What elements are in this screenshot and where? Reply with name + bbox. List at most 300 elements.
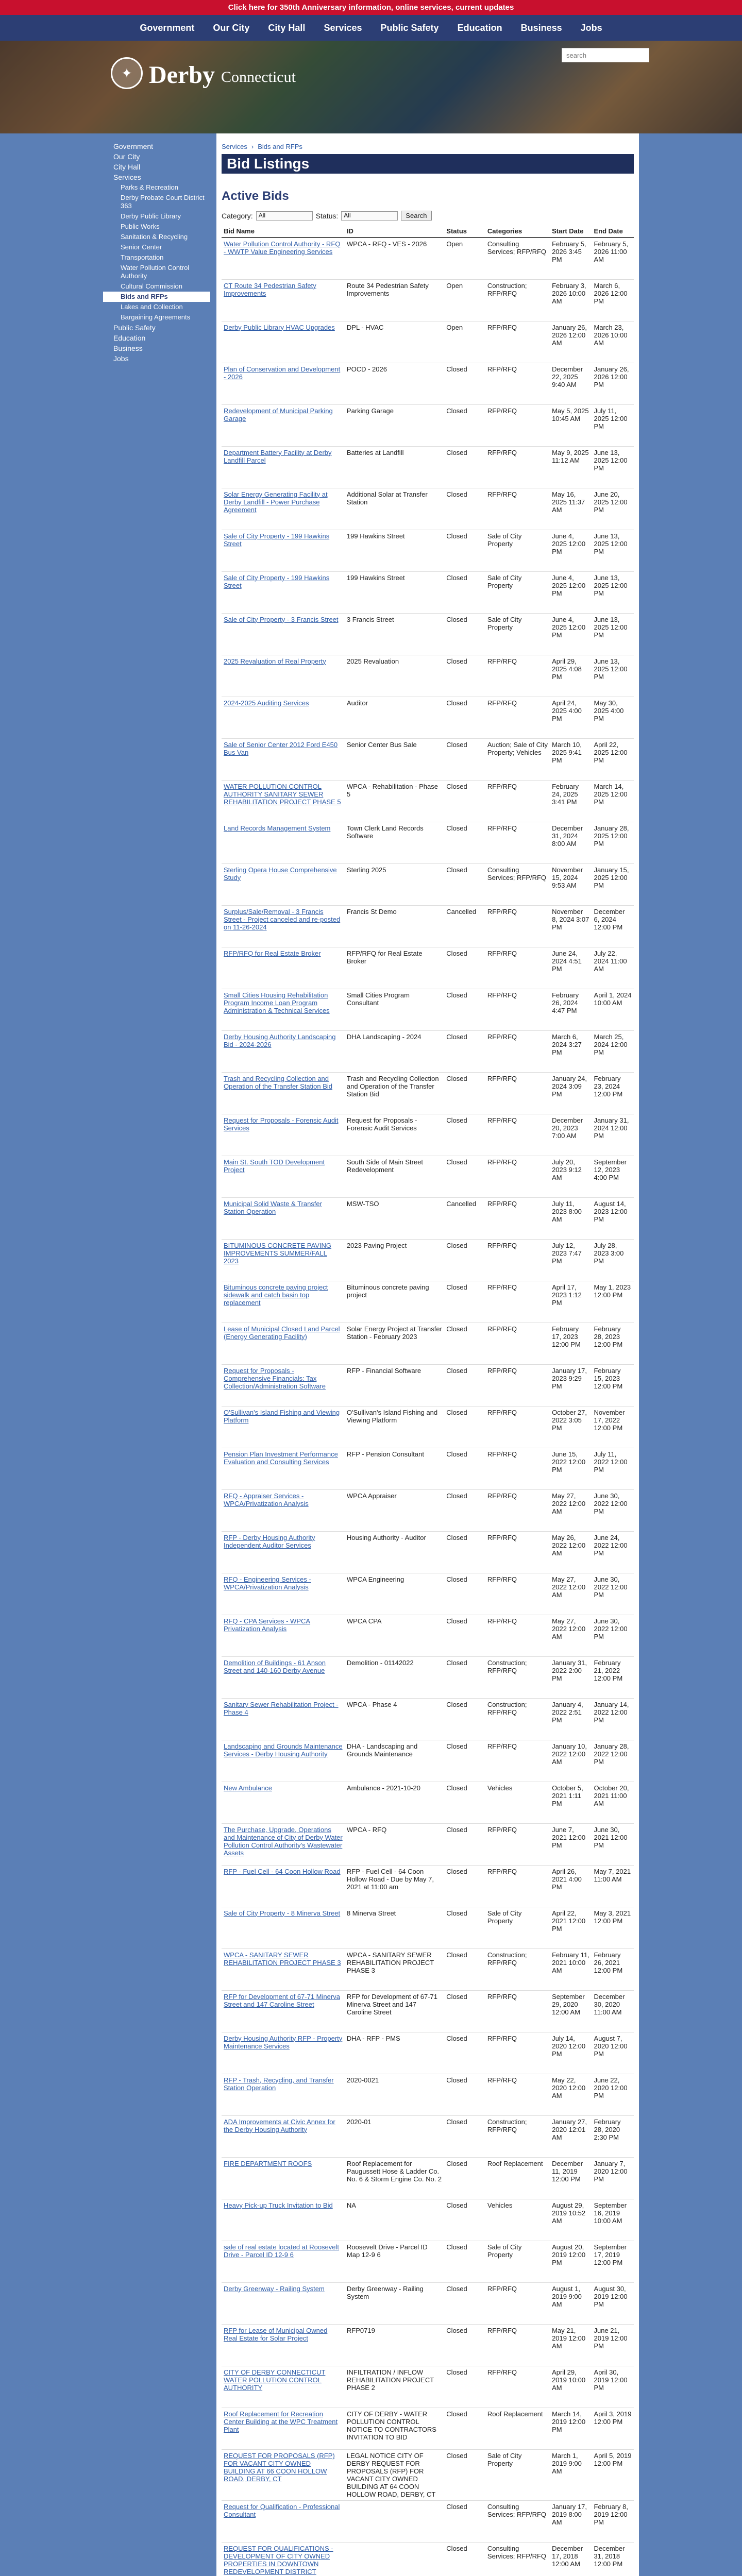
column-header: Status — [444, 225, 485, 238]
table-cell: Batteries at Landfill — [345, 446, 444, 488]
bid-link[interactable]: Small Cities Housing Rehabilitation Program Income Loan Program Administration & Technical Services — [222, 989, 345, 1030]
table-cell: Auction; Sale of City Property; Vehicles — [485, 738, 550, 780]
table-cell: November 17, 2022 12:00 PM — [592, 1406, 634, 1448]
table-cell: Consulting Services; RFP/RFQ — [485, 2500, 550, 2542]
table-cell: Closed — [444, 2324, 485, 2366]
bid-link[interactable]: Heavy Pick-up Truck Invitation to Bid — [222, 2199, 345, 2241]
table-cell: Open — [444, 321, 485, 363]
bid-link[interactable]: Request for Proposals - Comprehensive Financials: Tax Collection/Administration Software — [222, 1364, 345, 1406]
sidebar-item[interactable]: Our City — [113, 152, 140, 161]
sidebar-item[interactable]: Sanitation & Recycling — [121, 233, 188, 241]
bid-link[interactable]: Lease of Municipal Closed Land Parcel (Energy Generating Facility) — [222, 1323, 345, 1364]
search-input[interactable]: search — [562, 48, 649, 62]
table-cell: April 5, 2019 12:00 PM — [592, 2449, 634, 2500]
table-row — [222, 1782, 634, 1823]
bid-link[interactable]: Municipal Solid Waste & Transfer Station Operation — [222, 1197, 345, 1239]
sidebar-item[interactable]: Water Pollution Control Authority — [121, 264, 190, 280]
table-cell: Closed — [444, 1406, 485, 1448]
bid-link[interactable]: RFP - Derby Housing Authority Independent Auditor Services — [222, 1531, 345, 1573]
table-cell: Closed — [444, 1364, 485, 1406]
bid-link[interactable]: WPCA - SANITARY SEWER REHABILITATION PROJECT PHASE 3 — [222, 1948, 345, 1990]
table-cell: June 15, 2022 12:00 PM — [550, 1448, 592, 1489]
bid-link[interactable]: Derby Public Library HVAC Upgrades — [222, 321, 345, 363]
table-row — [222, 613, 634, 655]
topnav-item[interactable]: Jobs — [580, 22, 602, 33]
table-row — [222, 363, 634, 404]
table-row — [222, 1823, 634, 1865]
column-header: Bid Name — [222, 225, 345, 238]
table-cell: June 30, 2022 12:00 PM — [592, 1615, 634, 1656]
table-row — [222, 1489, 634, 1531]
table-cell: December 31, 2024 8:00 AM — [550, 822, 592, 863]
bid-link[interactable]: ADA Improvements at Civic Annex for the Derby Housing Authority — [222, 2115, 345, 2157]
table-cell: RFP/RFQ — [485, 655, 550, 697]
sidebar-item[interactable]: Transportation — [121, 253, 164, 261]
table-cell: Closed — [444, 2282, 485, 2324]
table-cell: January 31, 2022 2:00 PM — [550, 1656, 592, 1698]
table-cell: Roosevelt Drive - Parcel ID Map 12-9 6 — [345, 2241, 444, 2282]
status-label: Status: — [315, 211, 339, 220]
table-row — [222, 2199, 634, 2241]
table-cell: May 7, 2021 11:00 AM — [592, 1865, 634, 1907]
table-cell: Closed — [444, 1615, 485, 1656]
table-row — [222, 655, 634, 697]
table-cell: WPCA - RFQ - VES - 2026 — [345, 238, 444, 279]
table-cell: RFP/RFQ — [485, 1531, 550, 1573]
bid-link[interactable]: RFQ - CPA Services - WPCA Privatization Analysis — [222, 1615, 345, 1656]
bid-link[interactable]: Roof Replacement for Recreation Center Building at the WPC Treatment Plant — [222, 2408, 345, 2449]
table-cell: July 28, 2023 3:00 PM — [592, 1239, 634, 1281]
table-cell: Construction; RFP/RFQ — [485, 1656, 550, 1698]
table-cell: October 5, 2021 1:11 PM — [550, 1782, 592, 1823]
table-cell: May 16, 2025 11:37 AM — [550, 488, 592, 530]
table-cell: RFP/RFQ — [485, 1740, 550, 1782]
table-cell: Small Cities Program Consultant — [345, 989, 444, 1030]
bid-link[interactable]: Trash and Recycling Collection and Operation of the Transfer Station Bid — [222, 1072, 345, 1114]
table-cell: CITY OF DERBY - WATER POLLUTION CONTROL NOTICE TO CONTRACTORS INVITATION TO BID — [345, 2408, 444, 2449]
page-title: Bid Listings — [222, 154, 634, 174]
bid-link[interactable]: Derby Greenway - Railing System — [222, 2282, 345, 2324]
bid-link[interactable]: The Purchase, Upgrade, Operations and Maintenance of City of Derby Water Pollution Control Authority's Wastewater Assets — [222, 1823, 345, 1865]
table-cell: WPCA Appraiser — [345, 1489, 444, 1531]
bid-link[interactable]: Solar Energy Generating Facility at Derby Landfill - Power Purchase Agreement — [222, 488, 345, 530]
table-cell: Vehicles — [485, 2199, 550, 2241]
table-cell: RFP/RFQ — [485, 1406, 550, 1448]
table-cell: Closed — [444, 1782, 485, 1823]
table-cell: October 27, 2022 3:05 PM — [550, 1406, 592, 1448]
bid-link[interactable]: FIRE DEPARTMENT ROOFS — [222, 2157, 345, 2199]
sidebar-item[interactable]: Derby Public Library — [121, 212, 181, 220]
table-cell: June 24, 2022 12:00 PM — [592, 1531, 634, 1573]
table-row — [222, 1615, 634, 1656]
table-cell: December 11, 2019 12:00 PM — [550, 2157, 592, 2199]
table-cell: Closed — [444, 1990, 485, 2032]
table-cell: RFP/RFQ — [485, 905, 550, 947]
bid-link[interactable]: Plan of Conservation and Development - 2026 — [222, 363, 345, 404]
table-cell: RFP/RFQ — [485, 404, 550, 446]
table-cell: January 4, 2022 2:51 PM — [550, 1698, 592, 1740]
table-cell: Cancelled — [444, 1197, 485, 1239]
topnav-item[interactable]: Education — [457, 22, 502, 33]
table-cell: March 25, 2024 12:00 PM — [592, 1030, 634, 1072]
bid-link[interactable]: Sale of Senior Center 2012 Ford E450 Bus Van — [222, 738, 345, 780]
table-cell: Sale of City Property — [485, 530, 550, 571]
breadcrumb-separator: › — [251, 143, 254, 150]
table-cell: 2023 Paving Project — [345, 1239, 444, 1281]
bid-link[interactable]: Derby Housing Authority Landscaping Bid - 2024-2026 — [222, 1030, 345, 1072]
table-row — [222, 2449, 634, 2500]
bid-link[interactable]: Redevelopment of Municipal Parking Garage — [222, 404, 345, 446]
table-cell: Closed — [444, 655, 485, 697]
table-cell: DHA Landscaping - 2024 — [345, 1030, 444, 1072]
sidebar-item[interactable]: Bargaining Agreements — [121, 313, 191, 321]
table-row — [222, 238, 634, 279]
table-cell: RFP/RFQ — [485, 321, 550, 363]
table-cell: Closed — [444, 2366, 485, 2408]
table-cell: RFP/RFQ — [485, 1281, 550, 1323]
table-cell: Roof Replacement for Paugussett Hose & Ladder Co. No. 6 & Storm Engine Co. No. 2 — [345, 2157, 444, 2199]
section-title: Active Bids — [222, 189, 289, 203]
bid-link[interactable]: Department Battery Facility at Derby Landfill Parcel — [222, 446, 345, 488]
table-row — [222, 404, 634, 446]
category-select[interactable]: All — [256, 211, 313, 221]
table-cell: July 11, 2022 12:00 PM — [592, 1448, 634, 1489]
status-select[interactable]: All — [341, 211, 398, 221]
table-cell: NA — [345, 2199, 444, 2241]
table-row — [222, 1406, 634, 1448]
table-cell: February 23, 2024 12:00 PM — [592, 1072, 634, 1114]
sidebar-item[interactable]: Business — [113, 344, 143, 352]
table-cell: February 28, 2023 12:00 PM — [592, 1323, 634, 1364]
breadcrumb-services[interactable]: Services — [222, 143, 247, 150]
table-row — [222, 1531, 634, 1573]
table-cell: RFP0719 — [345, 2324, 444, 2366]
table-cell: Construction; RFP/RFQ — [485, 279, 550, 321]
table-cell: RFP/RFQ — [485, 488, 550, 530]
sidebar-item[interactable]: Bids and RFPs — [103, 292, 210, 302]
table-cell: Cancelled — [444, 905, 485, 947]
topnav-item[interactable]: Business — [520, 22, 562, 33]
table-cell: May 27, 2022 12:00 AM — [550, 1573, 592, 1615]
table-row — [222, 1197, 634, 1239]
table-cell: RFP/RFQ — [485, 1239, 550, 1281]
table-row — [222, 2408, 634, 2449]
sidebar-item[interactable]: Services — [113, 173, 141, 181]
bid-link[interactable]: Pension Plan Investment Performance Evaluation and Consulting Services — [222, 1448, 345, 1489]
bid-link[interactable]: O'Sullivan's Island Fishing and Viewing Platform — [222, 1406, 345, 1448]
table-cell: Closed — [444, 2241, 485, 2282]
table-cell: June 20, 2025 12:00 PM — [592, 488, 634, 530]
table-row — [222, 488, 634, 530]
table-cell: Closed — [444, 1323, 485, 1364]
table-cell: Closed — [444, 1907, 485, 1948]
bid-link[interactable]: 2024-2025 Auditing Services — [222, 697, 345, 738]
bid-link[interactable]: Sale of City Property - 3 Francis Street — [222, 613, 345, 655]
table-cell: RFP/RFQ — [485, 1990, 550, 2032]
bid-link[interactable]: Sterling Opera House Comprehensive Study — [222, 863, 345, 905]
table-cell: Closed — [444, 613, 485, 655]
table-cell: December 17, 2018 12:00 AM — [550, 2542, 592, 2576]
breadcrumb — [222, 143, 302, 150]
bid-link[interactable]: Bituminous concrete paving project sidewalk and catch basin top replacement — [222, 1281, 345, 1323]
table-cell: WPCA - Rehabilitation - Phase 5 — [345, 780, 444, 822]
table-row — [222, 1740, 634, 1782]
table-row — [222, 1907, 634, 1948]
sidebar-item[interactable]: Parks & Recreation — [121, 183, 178, 191]
table-cell: February 3, 2026 10:00 AM — [550, 279, 592, 321]
table-cell: November 15, 2024 9:53 AM — [550, 863, 592, 905]
table-cell: April 1, 2024 10:00 AM — [592, 989, 634, 1030]
city-logo[interactable] — [111, 57, 296, 89]
table-cell: Closed — [444, 2449, 485, 2500]
table-cell: RFP - Fuel Cell - 64 Coon Hollow Road - Due by May 7, 2021 at 11:00 am — [345, 1865, 444, 1907]
bid-link[interactable]: Sanitary Sewer Rehabilitation Project - Phase 4 — [222, 1698, 345, 1740]
sidebar-item[interactable]: Senior Center — [121, 243, 162, 251]
table-row — [222, 1364, 634, 1406]
table-cell: Closed — [444, 1114, 485, 1156]
topnav-item[interactable]: City Hall — [268, 22, 306, 33]
table-row — [222, 1573, 634, 1615]
table-cell: RFP/RFQ — [485, 1323, 550, 1364]
table-cell: Bituminous concrete paving project — [345, 1281, 444, 1323]
bid-link[interactable]: Sale of City Property - 199 Hawkins Street — [222, 530, 345, 571]
sidebar-item[interactable]: Education — [113, 334, 146, 342]
bid-link[interactable]: RFP/RFQ for Real Estate Broker — [222, 947, 345, 989]
table-cell: RFP/RFQ — [485, 1573, 550, 1615]
table-cell: January 26, 2026 12:00 AM — [550, 321, 592, 363]
table-row — [222, 905, 634, 947]
table-cell: Trash and Recycling Collection and Operation of the Transfer Station Bid — [345, 1072, 444, 1114]
table-cell: Closed — [444, 488, 485, 530]
table-cell: Route 34 Pedestrian Safety Improvements — [345, 279, 444, 321]
table-cell — [345, 2542, 444, 2576]
table-cell: Vehicles — [485, 1782, 550, 1823]
table-cell: Closed — [444, 738, 485, 780]
table-cell: May 26, 2022 12:00 AM — [550, 1531, 592, 1573]
table-cell: Closed — [444, 530, 485, 571]
table-row — [222, 1990, 634, 2032]
table-cell: Closed — [444, 989, 485, 1030]
table-cell: March 6, 2026 12:00 PM — [592, 279, 634, 321]
table-row — [222, 2542, 634, 2576]
table-cell: INFILTRATION / INFLOW REHABILITATION PROJECT PHASE 2 — [345, 2366, 444, 2408]
topnav-item[interactable]: Government — [140, 22, 195, 33]
table-row — [222, 2324, 634, 2366]
bid-link[interactable]: Request for Qualification - Professional Consultant — [222, 2500, 345, 2542]
table-cell: RFP - Financial Software — [345, 1364, 444, 1406]
table-cell: RFP/RFQ — [485, 2282, 550, 2324]
table-cell: May 30, 2025 4:00 PM — [592, 697, 634, 738]
table-cell: January 10, 2022 12:00 AM — [550, 1740, 592, 1782]
table-cell: June 22, 2020 12:00 PM — [592, 2074, 634, 2115]
bid-link[interactable]: BITUMINOUS CONCRETE PAVING IMPROVEMENTS SUMMER/FALL 2023 — [222, 1239, 345, 1281]
table-cell: Closed — [444, 1740, 485, 1782]
table-cell: February 5, 2026 11:00 AM — [592, 238, 634, 279]
table-cell: June 4, 2025 12:00 PM — [550, 571, 592, 613]
topnav-item[interactable]: Services — [324, 22, 362, 33]
table-row — [222, 2074, 634, 2115]
table-cell: Open — [444, 279, 485, 321]
table-cell: July 11, 2025 12:00 PM — [592, 404, 634, 446]
bid-link[interactable]: Main St. South TOD Development Project — [222, 1156, 345, 1197]
table-cell: Demolition - 01142022 — [345, 1656, 444, 1698]
bid-link[interactable]: Request for Proposals - Forensic Audit Services — [222, 1114, 345, 1156]
table-cell: April 26, 2021 4:00 PM — [550, 1865, 592, 1907]
bid-link[interactable]: RFQ - Engineering Services - WPCA/Privatization Analysis — [222, 1573, 345, 1615]
table-cell: September 17, 2019 12:00 PM — [592, 2241, 634, 2282]
table-cell: December 22, 2025 9:40 AM — [550, 363, 592, 404]
table-cell: August 7, 2020 12:00 PM — [592, 2032, 634, 2074]
table-cell: July 14, 2020 12:00 PM — [550, 2032, 592, 2074]
bid-link[interactable]: Sale of City Property - 199 Hawkins Street — [222, 571, 345, 613]
table-cell: May 1, 2023 12:00 PM — [592, 1281, 634, 1323]
sidebar-item[interactable]: Jobs — [113, 354, 129, 363]
table-row — [222, 1281, 634, 1323]
table-cell: Closed — [444, 2199, 485, 2241]
sidebar-item[interactable]: City Hall — [113, 163, 141, 171]
bid-link[interactable]: CITY OF DERBY CONNECTICUT WATER POLLUTION CONTROL AUTHORITY — [222, 2366, 345, 2408]
table-cell: Francis St Demo — [345, 905, 444, 947]
table-cell: January 17, 2019 8:00 AM — [550, 2500, 592, 2542]
table-cell: Sale of City Property — [485, 1907, 550, 1948]
table-cell: May 3, 2021 12:00 PM — [592, 1907, 634, 1948]
table-cell: September 12, 2023 4:00 PM — [592, 1156, 634, 1197]
column-header: End Date — [592, 225, 634, 238]
bid-link[interactable]: RFP for Development of 67-71 Minerva Street and 147 Caroline Street — [222, 1990, 345, 2032]
table-cell: January 26, 2026 12:00 PM — [592, 363, 634, 404]
table-cell: March 1, 2019 9:00 AM — [550, 2449, 592, 2500]
table-cell: WPCA - SANITARY SEWER REHABILITATION PROJECT PHASE 3 — [345, 1948, 444, 1990]
table-cell: May 27, 2022 12:00 AM — [550, 1615, 592, 1656]
bid-link[interactable]: RFQ - Appraiser Services - WPCA/Privatization Analysis — [222, 1489, 345, 1531]
table-cell: Closed — [444, 697, 485, 738]
bid-link[interactable]: Land Records Management System — [222, 822, 345, 863]
table-cell: April 22, 2025 12:00 PM — [592, 738, 634, 780]
table-cell: RFP for Development of 67-71 Minerva Street and 147 Caroline Street — [345, 1990, 444, 2032]
bid-link[interactable]: 2025 Revaluation of Real Property — [222, 655, 345, 697]
table-cell: Closed — [444, 780, 485, 822]
table-cell: April 24, 2025 4:00 PM — [550, 697, 592, 738]
table-row — [222, 1865, 634, 1907]
table-cell: WPCA CPA — [345, 1615, 444, 1656]
table-cell: Closed — [444, 1698, 485, 1740]
table-cell: December 30, 2020 11:00 AM — [592, 1990, 634, 2032]
alert-banner[interactable]: Click here for 350th Anniversary information, online services, current updates — [0, 0, 742, 15]
table-row — [222, 2032, 634, 2074]
sidebar-item[interactable]: Government — [113, 142, 154, 150]
bid-link[interactable]: REQUEST FOR PROPOSALS (RFP) FOR VACANT CITY OWNED BUILDING AT 66 COON HOLLOW ROAD, DERBY, CT — [222, 2449, 345, 2500]
table-cell: February 24, 2025 3:41 PM — [550, 780, 592, 822]
search-button[interactable]: Search — [401, 211, 431, 221]
table-cell: RFP/RFQ for Real Estate Broker — [345, 947, 444, 989]
table-cell: RFP/RFQ — [485, 989, 550, 1030]
table-cell: Closed — [444, 363, 485, 404]
table-cell: Closed — [444, 1448, 485, 1489]
table-cell: Parking Garage — [345, 404, 444, 446]
table-cell: June 13, 2025 12:00 PM — [592, 446, 634, 488]
bid-link[interactable]: WATER POLLUTION CONTROL AUTHORITY SANITARY SEWER REHABILITATION PROJECT PHASE 5 — [222, 780, 345, 822]
table-cell: December 20, 2023 7:00 AM — [550, 1114, 592, 1156]
table-cell: February 21, 2022 12:00 PM — [592, 1656, 634, 1698]
table-cell: Closed — [444, 2408, 485, 2449]
table-cell: LEGAL NOTICE CITY OF DERBY REQUEST FOR PROPOSALS (RFP) FOR VACANT CITY OWNED BUILDING AT 64 COON HOLLOW ROAD, DERBY, CT — [345, 2449, 444, 2500]
table-cell: 3 Francis Street — [345, 613, 444, 655]
bid-link[interactable]: Sale of City Property - 8 Minerva Street — [222, 1907, 345, 1948]
bid-link[interactable]: Derby Housing Authority RFP - Property Maintenance Services — [222, 2032, 345, 2074]
bid-link[interactable]: New Ambulance — [222, 1782, 345, 1823]
table-cell: January 31, 2024 12:00 PM — [592, 1114, 634, 1156]
sidebar-item[interactable]: Public Safety — [113, 324, 156, 332]
table-cell: RFP/RFQ — [485, 1197, 550, 1239]
sidebar-item[interactable]: Lakes and Collection — [121, 303, 183, 311]
state-name: Connecticut — [221, 69, 296, 86]
table-cell: February 28, 2020 2:30 PM — [592, 2115, 634, 2157]
table-cell: Request for Proposals - Forensic Audit Services — [345, 1114, 444, 1156]
bid-link[interactable]: Landscaping and Grounds Maintenance Services - Derby Housing Authority — [222, 1740, 345, 1782]
sidebar-item[interactable]: Derby Probate Court District 363 — [121, 194, 205, 210]
bid-link[interactable]: RFP - Fuel Cell - 64 Coon Hollow Road — [222, 1865, 345, 1907]
table-row — [222, 1156, 634, 1197]
bid-link[interactable]: CT Route 34 Pedestrian Safety Improvements — [222, 279, 345, 321]
table-cell: 2025 Revaluation — [345, 655, 444, 697]
table-cell: Town Clerk Land Records Software — [345, 822, 444, 863]
table-cell: January 24, 2024 3:09 PM — [550, 1072, 592, 1114]
table-cell: 2020-0021 — [345, 2074, 444, 2115]
table-cell — [345, 2500, 444, 2542]
sidebar-item[interactable]: Public Works — [121, 223, 160, 230]
table-cell: September 29, 2020 12:00 AM — [550, 1990, 592, 2032]
bid-link[interactable]: Demolition of Buildings - 61 Anson Street and 140-160 Derby Avenue — [222, 1656, 345, 1698]
table-cell: Auditor — [345, 697, 444, 738]
table-cell: Closed — [444, 2157, 485, 2199]
bid-link[interactable]: RFP for Lease of Municipal Owned Real Estate for Solar Project — [222, 2324, 345, 2366]
table-cell: May 9, 2025 11:12 AM — [550, 446, 592, 488]
table-cell: Closed — [444, 571, 485, 613]
table-cell: 8 Minerva Street — [345, 1907, 444, 1948]
table-cell: May 22, 2020 12:00 AM — [550, 2074, 592, 2115]
table-cell: Roof Replacement — [485, 2157, 550, 2199]
bid-link[interactable]: sale of real estate located at Roosevelt Drive - Parcel ID 12-9 6 — [222, 2241, 345, 2282]
table-cell: July 22, 2024 11:00 AM — [592, 947, 634, 989]
table-cell: Closed — [444, 1489, 485, 1531]
table-row — [222, 989, 634, 1030]
table-cell: RFP - Pension Consultant — [345, 1448, 444, 1489]
table-cell: Sale of City Property — [485, 2449, 550, 2500]
sidebar-item[interactable]: Cultural Commission — [121, 282, 182, 290]
table-cell: RFP/RFQ — [485, 1823, 550, 1865]
table-cell: Closed — [444, 2115, 485, 2157]
bid-link[interactable]: Water Pollution Control Authority - RFQ - WWTP Value Engineering Services — [222, 238, 345, 279]
table-row — [222, 1030, 634, 1072]
bid-link[interactable]: Surplus/Sale/Removal - 3 Francis Street - Project canceled and re-posted on 11-26-2024 — [222, 905, 345, 947]
table-row — [222, 571, 634, 613]
table-row — [222, 1072, 634, 1114]
bid-link[interactable]: RFP - Trash, Recycling, and Transfer Station Operation — [222, 2074, 345, 2115]
table-cell: Closed — [444, 2032, 485, 2074]
table-cell: June 30, 2022 12:00 PM — [592, 1489, 634, 1531]
topnav-item[interactable]: Our City — [213, 22, 250, 33]
table-row — [222, 2115, 634, 2157]
table-cell: February 8, 2019 12:00 PM — [592, 2500, 634, 2542]
topnav-item[interactable]: Public Safety — [380, 22, 439, 33]
breadcrumb-bids[interactable]: Bids and RFPs — [258, 143, 302, 150]
table-cell: RFP/RFQ — [485, 2074, 550, 2115]
table-cell: Construction; RFP/RFQ — [485, 1948, 550, 1990]
hero-banner — [0, 41, 742, 133]
table-cell: Roof Replacement — [485, 2408, 550, 2449]
bid-link[interactable]: REQUEST FOR QUALIFICATIONS - DEVELOPMENT OF CITY OWNED PROPERTIES IN DOWNTOWN REDEVELOPMENT DISTRICT — [222, 2542, 345, 2576]
table-cell: January 17, 2023 9:29 PM — [550, 1364, 592, 1406]
